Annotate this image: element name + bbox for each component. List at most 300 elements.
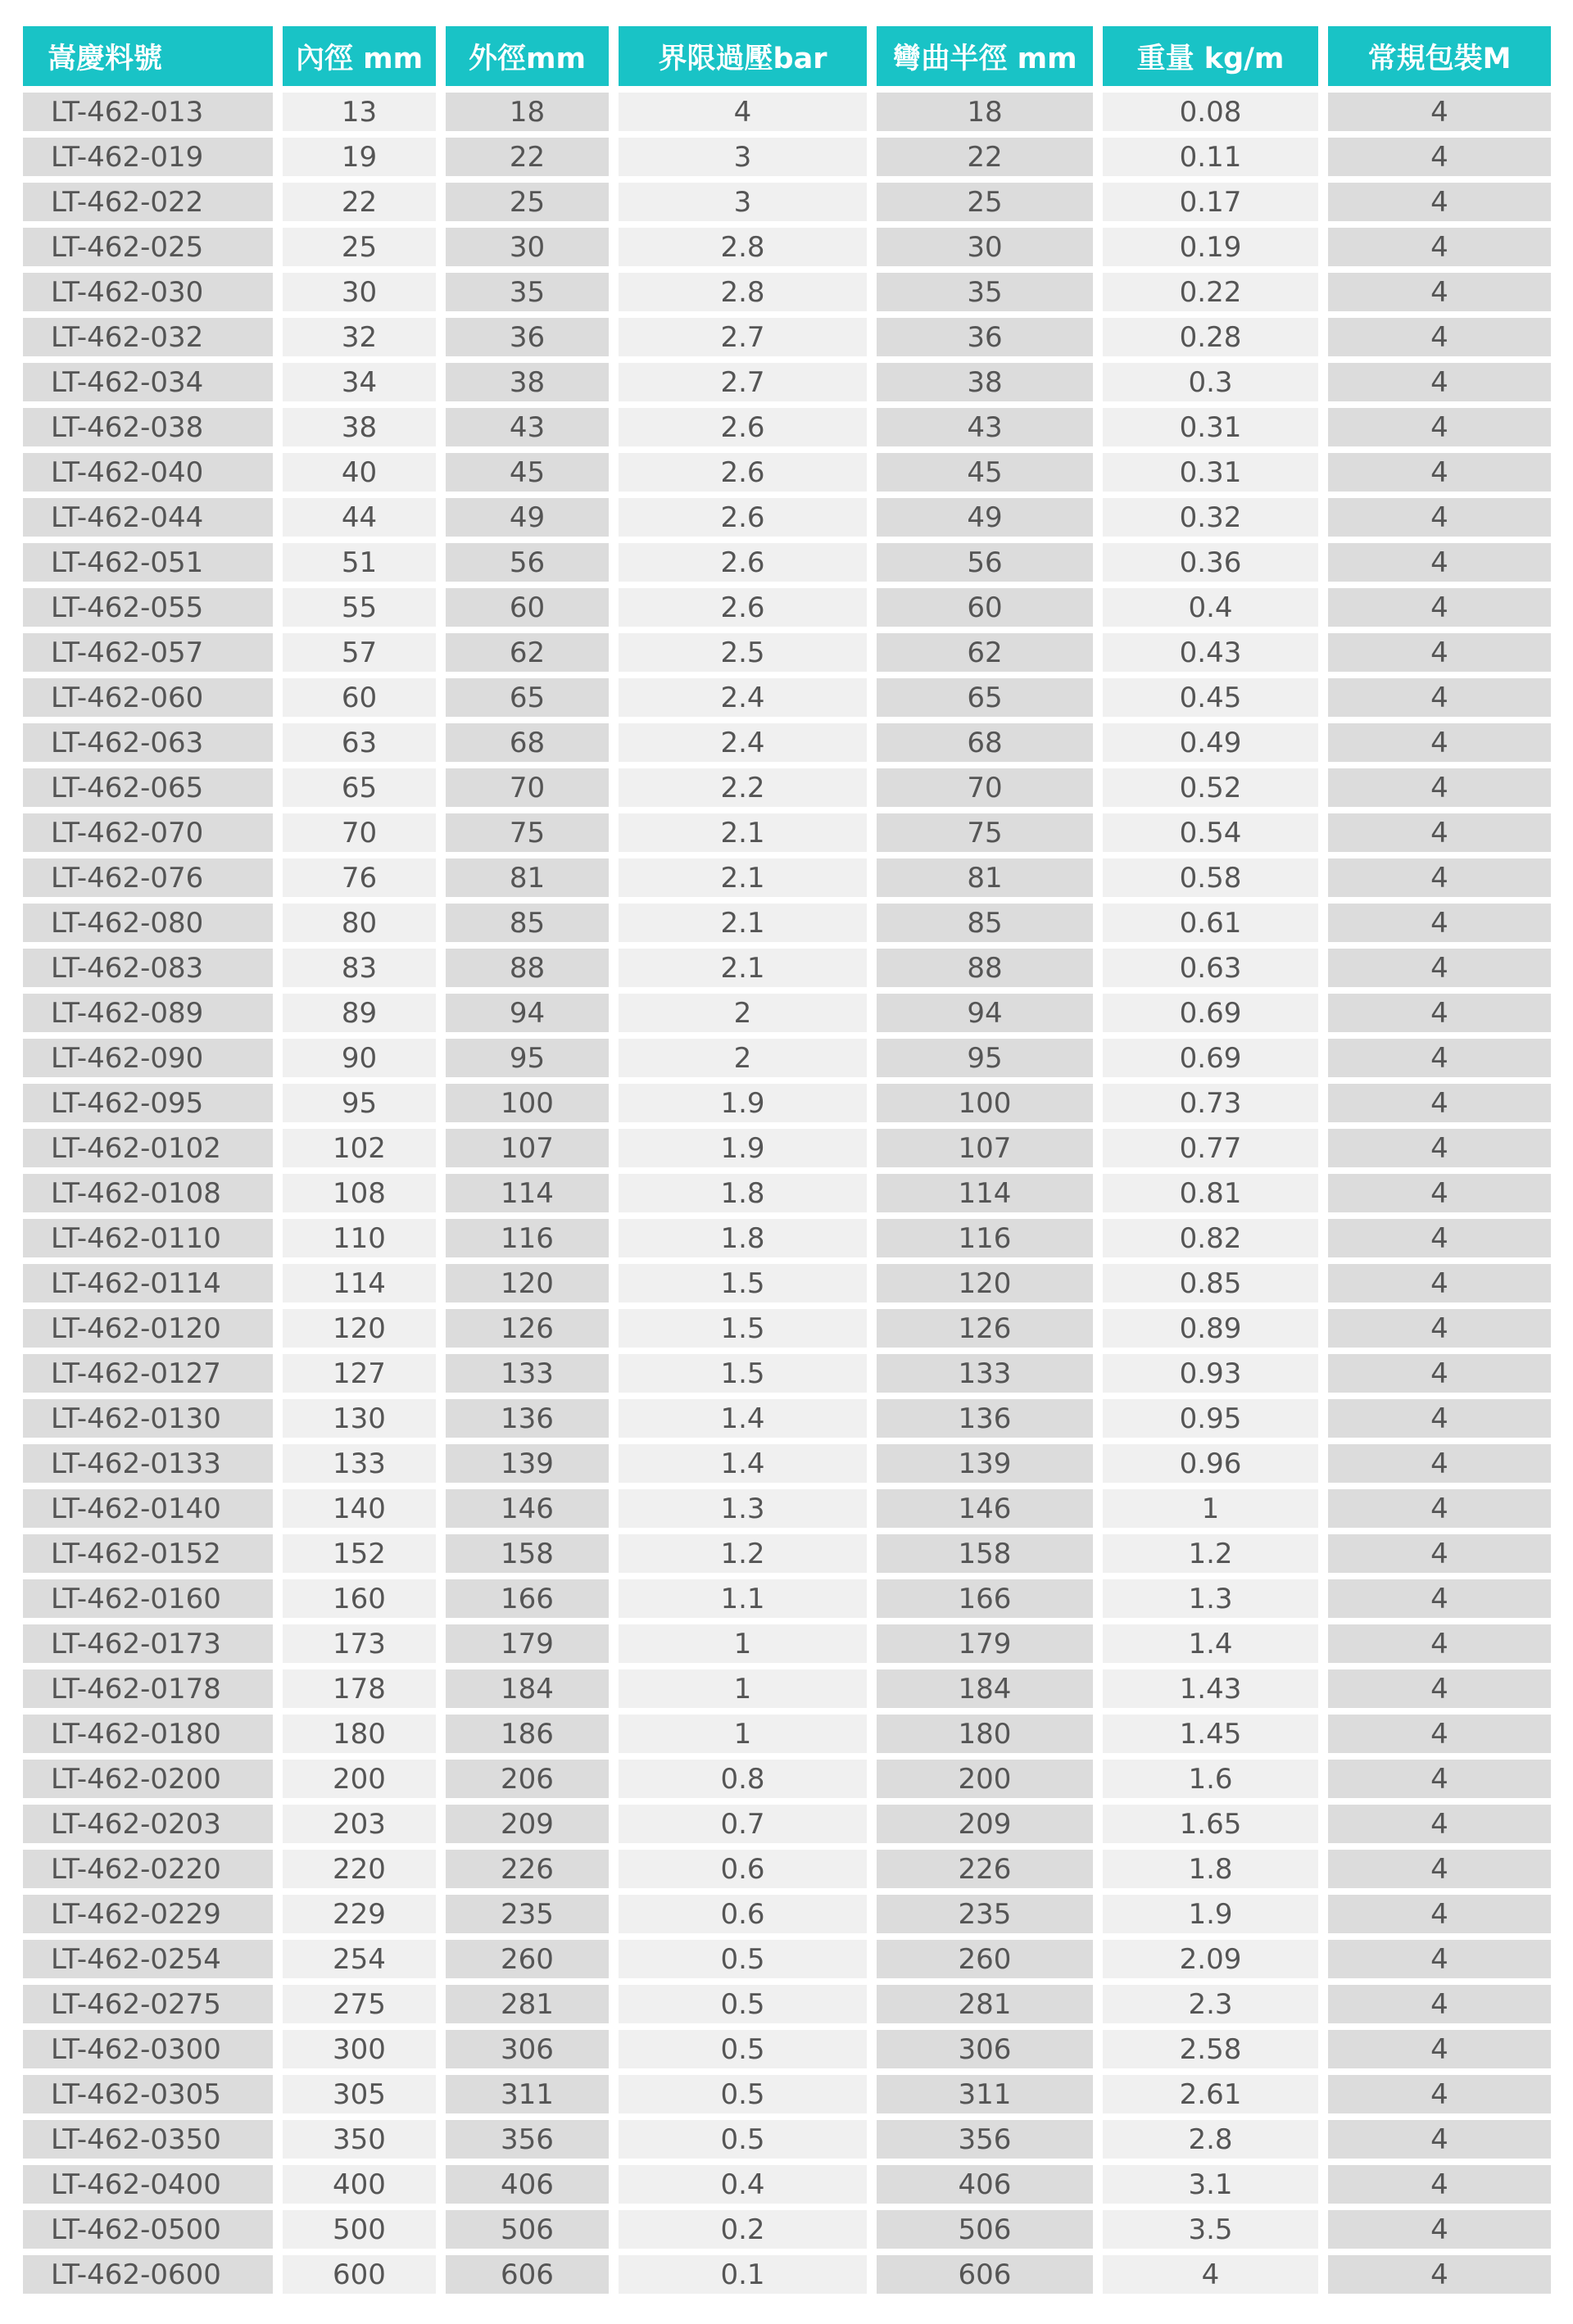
part-number-cell: LT-462-0110 xyxy=(23,1219,283,1264)
packaging-cell: 4 xyxy=(1328,2210,1551,2255)
inner-diameter-cell: 203 xyxy=(283,1805,446,1850)
packaging-cell: 4 xyxy=(1328,1579,1551,1624)
limit-pressure-cell: 2.4 xyxy=(619,678,877,723)
part-number-cell: LT-462-0400 xyxy=(23,2165,283,2210)
part-number-cell: LT-462-076 xyxy=(23,858,283,904)
packaging-cell: 4 xyxy=(1328,93,1551,138)
part-number-cell: LT-462-022 xyxy=(23,183,283,228)
inner-diameter-cell: 60 xyxy=(283,678,446,723)
limit-pressure-cell: 0.2 xyxy=(619,2210,877,2255)
table-row xyxy=(23,93,1551,138)
limit-pressure-cell: 1.3 xyxy=(619,1489,877,1534)
bend-radius-cell: 94 xyxy=(877,994,1103,1039)
packaging-cell: 4 xyxy=(1328,408,1551,453)
part-number-cell: LT-462-0127 xyxy=(23,1354,283,1399)
bend-radius-cell: 30 xyxy=(877,228,1103,273)
bend-radius-cell: 200 xyxy=(877,1760,1103,1805)
bend-radius-cell: 68 xyxy=(877,723,1103,768)
packaging-cell: 4 xyxy=(1328,1444,1551,1489)
table-row xyxy=(23,453,1551,498)
part-number-cell: LT-462-0160 xyxy=(23,1579,283,1624)
limit-pressure-cell: 1.9 xyxy=(619,1129,877,1174)
packaging-cell: 4 xyxy=(1328,1264,1551,1309)
header-inner-diameter: 內徑 mm xyxy=(283,26,446,93)
packaging-cell: 4 xyxy=(1328,318,1551,363)
table-row xyxy=(23,768,1551,813)
bend-radius-cell: 209 xyxy=(877,1805,1103,1850)
weight-cell: 0.45 xyxy=(1103,678,1328,723)
inner-diameter-cell: 95 xyxy=(283,1084,446,1129)
inner-diameter-cell: 55 xyxy=(283,588,446,633)
weight-cell: 0.85 xyxy=(1103,1264,1328,1309)
weight-cell: 0.96 xyxy=(1103,1444,1328,1489)
table-row xyxy=(23,813,1551,858)
inner-diameter-cell: 30 xyxy=(283,273,446,318)
part-number-cell: LT-462-083 xyxy=(23,949,283,994)
weight-cell: 0.61 xyxy=(1103,904,1328,949)
outer-diameter-cell: 116 xyxy=(446,1219,619,1264)
table-row xyxy=(23,949,1551,994)
inner-diameter-cell: 102 xyxy=(283,1129,446,1174)
limit-pressure-cell: 3 xyxy=(619,138,877,183)
table-row xyxy=(23,1850,1551,1895)
weight-cell: 0.49 xyxy=(1103,723,1328,768)
bend-radius-cell: 356 xyxy=(877,2120,1103,2165)
part-number-cell: LT-462-065 xyxy=(23,768,283,813)
packaging-cell: 4 xyxy=(1328,768,1551,813)
table-row xyxy=(23,1444,1551,1489)
part-number-cell: LT-462-0180 xyxy=(23,1715,283,1760)
limit-pressure-cell: 1.2 xyxy=(619,1534,877,1579)
packaging-cell: 4 xyxy=(1328,1624,1551,1669)
packaging-cell: 4 xyxy=(1328,1174,1551,1219)
weight-cell: 0.73 xyxy=(1103,1084,1328,1129)
inner-diameter-cell: 173 xyxy=(283,1624,446,1669)
weight-cell: 2.61 xyxy=(1103,2075,1328,2120)
table-body xyxy=(23,93,1551,2300)
bend-radius-cell: 65 xyxy=(877,678,1103,723)
inner-diameter-cell: 114 xyxy=(283,1264,446,1309)
packaging-cell: 4 xyxy=(1328,1850,1551,1895)
table-row xyxy=(23,498,1551,543)
limit-pressure-cell: 1.9 xyxy=(619,1084,877,1129)
bend-radius-cell: 56 xyxy=(877,543,1103,588)
limit-pressure-cell: 0.4 xyxy=(619,2165,877,2210)
outer-diameter-cell: 22 xyxy=(446,138,619,183)
outer-diameter-cell: 18 xyxy=(446,93,619,138)
bend-radius-cell: 70 xyxy=(877,768,1103,813)
outer-diameter-cell: 88 xyxy=(446,949,619,994)
packaging-cell: 4 xyxy=(1328,183,1551,228)
inner-diameter-cell: 110 xyxy=(283,1219,446,1264)
outer-diameter-cell: 100 xyxy=(446,1084,619,1129)
table-row xyxy=(23,2210,1551,2255)
limit-pressure-cell: 2.7 xyxy=(619,363,877,408)
inner-diameter-cell: 127 xyxy=(283,1354,446,1399)
outer-diameter-cell: 166 xyxy=(446,1579,619,1624)
inner-diameter-cell: 70 xyxy=(283,813,446,858)
limit-pressure-cell: 0.5 xyxy=(619,2030,877,2075)
spec-table xyxy=(23,26,1551,2300)
bend-radius-cell: 22 xyxy=(877,138,1103,183)
weight-cell: 0.11 xyxy=(1103,138,1328,183)
table-row xyxy=(23,994,1551,1039)
bend-radius-cell: 306 xyxy=(877,2030,1103,2075)
table-row xyxy=(23,1805,1551,1850)
table-row xyxy=(23,1264,1551,1309)
limit-pressure-cell: 1 xyxy=(619,1669,877,1715)
weight-cell: 0.95 xyxy=(1103,1399,1328,1444)
bend-radius-cell: 88 xyxy=(877,949,1103,994)
table-row xyxy=(23,678,1551,723)
bend-radius-cell: 158 xyxy=(877,1534,1103,1579)
outer-diameter-cell: 45 xyxy=(446,453,619,498)
table-row xyxy=(23,228,1551,273)
weight-cell: 0.69 xyxy=(1103,994,1328,1039)
table-row xyxy=(23,1624,1551,1669)
header-part-number: 嵩慶料號 xyxy=(23,26,283,93)
outer-diameter-cell: 75 xyxy=(446,813,619,858)
packaging-cell: 4 xyxy=(1328,813,1551,858)
limit-pressure-cell: 2 xyxy=(619,1039,877,1084)
limit-pressure-cell: 0.1 xyxy=(619,2255,877,2300)
weight-cell: 0.08 xyxy=(1103,93,1328,138)
limit-pressure-cell: 0.6 xyxy=(619,1850,877,1895)
packaging-cell: 4 xyxy=(1328,138,1551,183)
header-bend-radius: 彎曲半徑 mm xyxy=(877,26,1103,93)
packaging-cell: 4 xyxy=(1328,1805,1551,1850)
part-number-cell: LT-462-040 xyxy=(23,453,283,498)
header-packaging: 常規包裝M xyxy=(1328,26,1551,93)
part-number-cell: LT-462-055 xyxy=(23,588,283,633)
bend-radius-cell: 179 xyxy=(877,1624,1103,1669)
packaging-cell: 4 xyxy=(1328,1895,1551,1940)
weight-cell: 0.82 xyxy=(1103,1219,1328,1264)
packaging-cell: 4 xyxy=(1328,588,1551,633)
weight-cell: 0.52 xyxy=(1103,768,1328,813)
outer-diameter-cell: 85 xyxy=(446,904,619,949)
outer-diameter-cell: 81 xyxy=(446,858,619,904)
limit-pressure-cell: 1 xyxy=(619,1715,877,1760)
part-number-cell: LT-462-0254 xyxy=(23,1940,283,1985)
weight-cell: 0.17 xyxy=(1103,183,1328,228)
table-row xyxy=(23,858,1551,904)
table-row xyxy=(23,633,1551,678)
weight-cell: 0.77 xyxy=(1103,1129,1328,1174)
table-row xyxy=(23,138,1551,183)
inner-diameter-cell: 44 xyxy=(283,498,446,543)
packaging-cell: 4 xyxy=(1328,453,1551,498)
inner-diameter-cell: 34 xyxy=(283,363,446,408)
limit-pressure-cell: 1.5 xyxy=(619,1309,877,1354)
inner-diameter-cell: 220 xyxy=(283,1850,446,1895)
inner-diameter-cell: 80 xyxy=(283,904,446,949)
inner-diameter-cell: 76 xyxy=(283,858,446,904)
bend-radius-cell: 107 xyxy=(877,1129,1103,1174)
weight-cell: 0.19 xyxy=(1103,228,1328,273)
outer-diameter-cell: 281 xyxy=(446,1985,619,2030)
part-number-cell: LT-462-025 xyxy=(23,228,283,273)
bend-radius-cell: 184 xyxy=(877,1669,1103,1715)
outer-diameter-cell: 95 xyxy=(446,1039,619,1084)
limit-pressure-cell: 1.4 xyxy=(619,1444,877,1489)
packaging-cell: 4 xyxy=(1328,1129,1551,1174)
packaging-cell: 4 xyxy=(1328,1084,1551,1129)
limit-pressure-cell: 2.8 xyxy=(619,273,877,318)
limit-pressure-cell: 4 xyxy=(619,93,877,138)
part-number-cell: LT-462-0600 xyxy=(23,2255,283,2300)
inner-diameter-cell: 32 xyxy=(283,318,446,363)
outer-diameter-cell: 60 xyxy=(446,588,619,633)
weight-cell: 0.81 xyxy=(1103,1174,1328,1219)
weight-cell: 1.4 xyxy=(1103,1624,1328,1669)
bend-radius-cell: 226 xyxy=(877,1850,1103,1895)
part-number-cell: LT-462-0178 xyxy=(23,1669,283,1715)
weight-cell: 0.31 xyxy=(1103,453,1328,498)
inner-diameter-cell: 51 xyxy=(283,543,446,588)
bend-radius-cell: 606 xyxy=(877,2255,1103,2300)
limit-pressure-cell: 2.5 xyxy=(619,633,877,678)
table-row xyxy=(23,1174,1551,1219)
table-row xyxy=(23,723,1551,768)
part-number-cell: LT-462-0220 xyxy=(23,1850,283,1895)
part-number-cell: LT-462-063 xyxy=(23,723,283,768)
bend-radius-cell: 139 xyxy=(877,1444,1103,1489)
limit-pressure-cell: 1.4 xyxy=(619,1399,877,1444)
bend-radius-cell: 406 xyxy=(877,2165,1103,2210)
header-weight: 重量 kg/m xyxy=(1103,26,1328,93)
outer-diameter-cell: 70 xyxy=(446,768,619,813)
inner-diameter-cell: 57 xyxy=(283,633,446,678)
weight-cell: 1.45 xyxy=(1103,1715,1328,1760)
table-row xyxy=(23,1940,1551,1985)
table-row xyxy=(23,1760,1551,1805)
packaging-cell: 4 xyxy=(1328,1399,1551,1444)
outer-diameter-cell: 260 xyxy=(446,1940,619,1985)
inner-diameter-cell: 65 xyxy=(283,768,446,813)
weight-cell: 2.58 xyxy=(1103,2030,1328,2075)
table-row xyxy=(23,2120,1551,2165)
limit-pressure-cell: 2.6 xyxy=(619,453,877,498)
limit-pressure-cell: 0.5 xyxy=(619,1940,877,1985)
weight-cell: 0.3 xyxy=(1103,363,1328,408)
part-number-cell: LT-462-0108 xyxy=(23,1174,283,1219)
part-number-cell: LT-462-0152 xyxy=(23,1534,283,1579)
outer-diameter-cell: 30 xyxy=(446,228,619,273)
outer-diameter-cell: 136 xyxy=(446,1399,619,1444)
inner-diameter-cell: 83 xyxy=(283,949,446,994)
limit-pressure-cell: 2.8 xyxy=(619,228,877,273)
inner-diameter-cell: 180 xyxy=(283,1715,446,1760)
inner-diameter-cell: 90 xyxy=(283,1039,446,1084)
part-number-cell: LT-462-070 xyxy=(23,813,283,858)
part-number-cell: LT-462-080 xyxy=(23,904,283,949)
limit-pressure-cell: 2.7 xyxy=(619,318,877,363)
outer-diameter-cell: 206 xyxy=(446,1760,619,1805)
limit-pressure-cell: 2.2 xyxy=(619,768,877,813)
outer-diameter-cell: 68 xyxy=(446,723,619,768)
table-row xyxy=(23,1399,1551,1444)
outer-diameter-cell: 126 xyxy=(446,1309,619,1354)
bend-radius-cell: 120 xyxy=(877,1264,1103,1309)
outer-diameter-cell: 179 xyxy=(446,1624,619,1669)
limit-pressure-cell: 2.1 xyxy=(619,904,877,949)
table-row xyxy=(23,1309,1551,1354)
table-row xyxy=(23,1895,1551,1940)
weight-cell: 0.43 xyxy=(1103,633,1328,678)
inner-diameter-cell: 254 xyxy=(283,1940,446,1985)
inner-diameter-cell: 38 xyxy=(283,408,446,453)
table-row xyxy=(23,543,1551,588)
inner-diameter-cell: 500 xyxy=(283,2210,446,2255)
table-row xyxy=(23,1354,1551,1399)
outer-diameter-cell: 606 xyxy=(446,2255,619,2300)
table-row xyxy=(23,1534,1551,1579)
bend-radius-cell: 45 xyxy=(877,453,1103,498)
table-row xyxy=(23,1669,1551,1715)
table-row xyxy=(23,1084,1551,1129)
inner-diameter-cell: 140 xyxy=(283,1489,446,1534)
limit-pressure-cell: 0.7 xyxy=(619,1805,877,1850)
part-number-cell: LT-462-0500 xyxy=(23,2210,283,2255)
inner-diameter-cell: 120 xyxy=(283,1309,446,1354)
outer-diameter-cell: 36 xyxy=(446,318,619,363)
table-row xyxy=(23,1219,1551,1264)
part-number-cell: LT-462-095 xyxy=(23,1084,283,1129)
part-number-cell: LT-462-0120 xyxy=(23,1309,283,1354)
weight-cell: 0.31 xyxy=(1103,408,1328,453)
packaging-cell: 4 xyxy=(1328,949,1551,994)
outer-diameter-cell: 114 xyxy=(446,1174,619,1219)
table-row xyxy=(23,2165,1551,2210)
packaging-cell: 4 xyxy=(1328,723,1551,768)
part-number-cell: LT-462-038 xyxy=(23,408,283,453)
packaging-cell: 4 xyxy=(1328,273,1551,318)
table-row xyxy=(23,273,1551,318)
outer-diameter-cell: 306 xyxy=(446,2030,619,2075)
table-row xyxy=(23,183,1551,228)
outer-diameter-cell: 94 xyxy=(446,994,619,1039)
limit-pressure-cell: 0.5 xyxy=(619,2075,877,2120)
weight-cell: 1 xyxy=(1103,1489,1328,1534)
limit-pressure-cell: 0.6 xyxy=(619,1895,877,1940)
packaging-cell: 4 xyxy=(1328,1489,1551,1534)
weight-cell: 0.63 xyxy=(1103,949,1328,994)
part-number-cell: LT-462-0275 xyxy=(23,1985,283,2030)
weight-cell: 0.36 xyxy=(1103,543,1328,588)
limit-pressure-cell: 1.5 xyxy=(619,1264,877,1309)
limit-pressure-cell: 0.8 xyxy=(619,1760,877,1805)
limit-pressure-cell: 2.4 xyxy=(619,723,877,768)
bend-radius-cell: 114 xyxy=(877,1174,1103,1219)
bend-radius-cell: 311 xyxy=(877,2075,1103,2120)
bend-radius-cell: 49 xyxy=(877,498,1103,543)
limit-pressure-cell: 1.1 xyxy=(619,1579,877,1624)
weight-cell: 0.4 xyxy=(1103,588,1328,633)
limit-pressure-cell: 2.1 xyxy=(619,949,877,994)
bend-radius-cell: 60 xyxy=(877,588,1103,633)
weight-cell: 1.2 xyxy=(1103,1534,1328,1579)
weight-cell: 0.69 xyxy=(1103,1039,1328,1084)
inner-diameter-cell: 22 xyxy=(283,183,446,228)
limit-pressure-cell: 2.6 xyxy=(619,498,877,543)
outer-diameter-cell: 62 xyxy=(446,633,619,678)
outer-diameter-cell: 158 xyxy=(446,1534,619,1579)
weight-cell: 2.3 xyxy=(1103,1985,1328,2030)
inner-diameter-cell: 200 xyxy=(283,1760,446,1805)
limit-pressure-cell: 2.6 xyxy=(619,588,877,633)
bend-radius-cell: 75 xyxy=(877,813,1103,858)
inner-diameter-cell: 130 xyxy=(283,1399,446,1444)
weight-cell: 0.58 xyxy=(1103,858,1328,904)
packaging-cell: 4 xyxy=(1328,858,1551,904)
limit-pressure-cell: 2.6 xyxy=(619,408,877,453)
packaging-cell: 4 xyxy=(1328,498,1551,543)
bend-radius-cell: 260 xyxy=(877,1940,1103,1985)
outer-diameter-cell: 406 xyxy=(446,2165,619,2210)
bend-radius-cell: 18 xyxy=(877,93,1103,138)
inner-diameter-cell: 40 xyxy=(283,453,446,498)
outer-diameter-cell: 43 xyxy=(446,408,619,453)
inner-diameter-cell: 160 xyxy=(283,1579,446,1624)
packaging-cell: 4 xyxy=(1328,1760,1551,1805)
outer-diameter-cell: 235 xyxy=(446,1895,619,1940)
limit-pressure-cell: 2 xyxy=(619,994,877,1039)
part-number-cell: LT-462-051 xyxy=(23,543,283,588)
packaging-cell: 4 xyxy=(1328,228,1551,273)
table-row xyxy=(23,904,1551,949)
outer-diameter-cell: 25 xyxy=(446,183,619,228)
part-number-cell: LT-462-044 xyxy=(23,498,283,543)
part-number-cell: LT-462-032 xyxy=(23,318,283,363)
bend-radius-cell: 235 xyxy=(877,1895,1103,1940)
inner-diameter-cell: 400 xyxy=(283,2165,446,2210)
outer-diameter-cell: 139 xyxy=(446,1444,619,1489)
table-row xyxy=(23,363,1551,408)
outer-diameter-cell: 209 xyxy=(446,1805,619,1850)
table-row xyxy=(23,588,1551,633)
bend-radius-cell: 35 xyxy=(877,273,1103,318)
limit-pressure-cell: 3 xyxy=(619,183,877,228)
inner-diameter-cell: 89 xyxy=(283,994,446,1039)
bend-radius-cell: 36 xyxy=(877,318,1103,363)
inner-diameter-cell: 600 xyxy=(283,2255,446,2300)
outer-diameter-cell: 56 xyxy=(446,543,619,588)
limit-pressure-cell: 0.5 xyxy=(619,1985,877,2030)
outer-diameter-cell: 356 xyxy=(446,2120,619,2165)
part-number-cell: LT-462-0300 xyxy=(23,2030,283,2075)
packaging-cell: 4 xyxy=(1328,2030,1551,2075)
outer-diameter-cell: 107 xyxy=(446,1129,619,1174)
inner-diameter-cell: 25 xyxy=(283,228,446,273)
header-outer-diameter: 外徑mm xyxy=(446,26,619,93)
inner-diameter-cell: 300 xyxy=(283,2030,446,2075)
weight-cell: 0.89 xyxy=(1103,1309,1328,1354)
limit-pressure-cell: 1.8 xyxy=(619,1219,877,1264)
weight-cell: 1.6 xyxy=(1103,1760,1328,1805)
weight-cell: 4 xyxy=(1103,2255,1328,2300)
table-row xyxy=(23,1715,1551,1760)
weight-cell: 0.93 xyxy=(1103,1354,1328,1399)
packaging-cell: 4 xyxy=(1328,994,1551,1039)
packaging-cell: 4 xyxy=(1328,1940,1551,1985)
outer-diameter-cell: 186 xyxy=(446,1715,619,1760)
part-number-cell: LT-462-019 xyxy=(23,138,283,183)
limit-pressure-cell: 0.5 xyxy=(619,2120,877,2165)
inner-diameter-cell: 229 xyxy=(283,1895,446,1940)
outer-diameter-cell: 65 xyxy=(446,678,619,723)
bend-radius-cell: 180 xyxy=(877,1715,1103,1760)
